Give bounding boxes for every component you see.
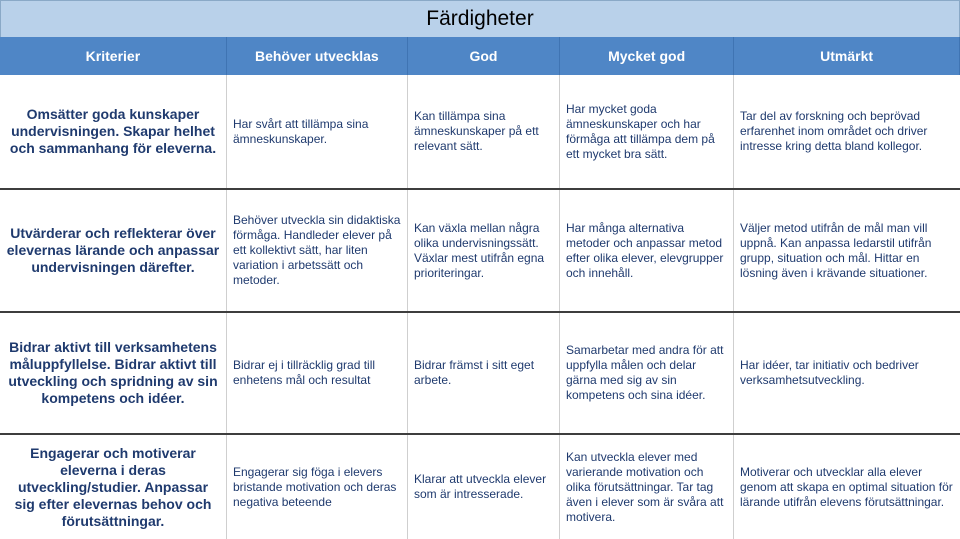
good-cell — [408, 435, 560, 539]
criterion-cell — [0, 435, 227, 539]
excellent-cell — [734, 190, 960, 311]
column-header-needs-development: Behöver utvecklas — [227, 37, 408, 75]
good-cell — [408, 313, 560, 433]
rubric-table — [0, 75, 960, 539]
very-good-text: Har mycket goda ämneskunskaper och har förmåga att tillämpa dem på ett mycket bra sätt. — [566, 101, 715, 161]
needs-development-text: Bidrar ej i tillräcklig grad till enhetens mål och resultat — [233, 358, 376, 387]
table-row — [0, 433, 960, 539]
needs-development-cell — [227, 313, 408, 433]
criterion-text: Omsätter goda kunskaper undervisningen. Skapar helhet och sammanhang för eleverna. — [9, 106, 217, 156]
very-good-cell — [560, 435, 734, 539]
excellent-cell — [734, 435, 960, 539]
needs-development-text: Behöver utveckla sin didaktiska förmåga. Handleder elever på ett kollektivt sätt, har liten variation i arbetssätt och metoder. — [233, 213, 401, 287]
good-cell — [408, 190, 560, 311]
column-header-criteria: Kriterier — [0, 37, 227, 75]
very-good-text: Kan utveckla elever med varierande motivation och olika förutsättningar. Tar tag även i elever som är svåra att motivera. — [566, 449, 724, 524]
table-row — [0, 188, 960, 311]
good-text: Bidrar främst i sitt eget arbete. — [414, 358, 535, 387]
very-good-text: Samarbetar med andra för att uppfylla målen och delar gärna med sig av sin kompetens och sina idéer. — [566, 343, 724, 402]
criterion-cell — [0, 75, 227, 188]
excellent-cell — [734, 75, 960, 188]
criterion-text: Utvärderar och reflekterar över elevernas lärande och anpassar undervisningen därefter. — [6, 225, 220, 275]
needs-development-cell — [227, 190, 408, 311]
column-header-very-good: Mycket god — [560, 37, 734, 75]
very-good-cell — [560, 75, 734, 188]
excellent-text: Väljer metod utifrån de mål man vill uppnå. Kan anpassa ledarstil utifrån grupp, situation och mål. Hittar en lösning även i krävande situationer. — [740, 220, 932, 280]
needs-development-cell — [227, 75, 408, 188]
good-text: Klarar att utveckla elever som är intresserade. — [414, 472, 547, 501]
needs-development-cell — [227, 435, 408, 539]
needs-development-text: Har svårt att tillämpa sina ämneskunskaper. — [233, 116, 369, 146]
very-good-text: Har många alternativa metoder och anpassar metod efter olika elever, elevgrupper och innehåll. — [566, 220, 724, 280]
criterion-cell — [0, 313, 227, 433]
excellent-text: Har idéer, tar initiativ och bedriver verksamhetsutveckling. — [740, 358, 919, 387]
good-cell — [408, 75, 560, 188]
column-header-excellent: Utmärkt — [734, 37, 960, 75]
column-header-row — [0, 37, 960, 75]
criterion-text: Engagerar och motiverar eleverna i deras utveckling/studier. Anpassar sig efter elevernas behov och förutsättningar. — [14, 444, 212, 529]
column-header-good: God — [408, 37, 560, 75]
excellent-cell — [734, 313, 960, 433]
criterion-cell — [0, 190, 227, 311]
excellent-text: Tar del av forskning och beprövad erfarenhet inom området och driver intresse kring detta bland kollegor. — [740, 109, 928, 153]
excellent-text: Motiverar och utvecklar alla elever genom att skapa en optimal situation för lärande utifrån elevens förutsättningar. — [740, 464, 953, 509]
very-good-cell — [560, 190, 734, 311]
very-good-cell — [560, 313, 734, 433]
good-text: Kan tillämpa sina ämneskunskaper på ett relevant sätt. — [414, 109, 539, 153]
needs-development-text: Engagerar sig föga i elevers bristande motivation och deras negativa beteende — [233, 464, 397, 509]
table-row — [0, 75, 960, 188]
page-title: Färdigheter — [0, 0, 960, 38]
criterion-text: Bidrar aktivt till verksamhetens måluppfyllelse. Bidrar aktivt till utveckling och spridning av sin kompetens och idéer. — [8, 339, 218, 406]
good-text: Kan växla mellan några olika undervisningssätt. Växlar mest utifrån egna prioriteringar. — [414, 220, 545, 280]
table-row — [0, 311, 960, 433]
